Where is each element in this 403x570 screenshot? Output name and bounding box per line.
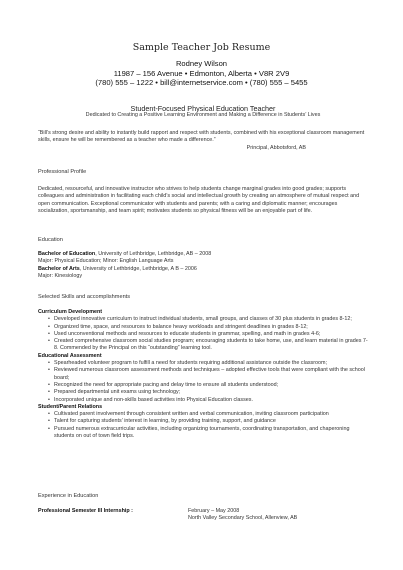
skill-group-title: Curriculum Development xyxy=(38,309,103,315)
list-item: • Talent for capturing students’ interest in learning, by providing training, support, and guidance xyxy=(54,418,368,425)
list-item: • Reviewed numerous classroom assessment methods and techniques – adopted effective tools that were compliant with the school board; xyxy=(54,367,368,382)
phone-email-line: (780) 555 – 1222 • bill@internetservice.com • (780) 555 – 5455 xyxy=(95,78,308,87)
education-line: Major: Physical Education; Minor: English Language Arts xyxy=(38,258,174,265)
list-item: • Developed innovative curriculum to instruct individual students, small groups, and classes of 30 plus students in grades 8-12; xyxy=(54,316,368,323)
experience-entry xyxy=(38,508,368,523)
profile-heading: Professional Profile xyxy=(38,169,87,175)
objective-heading: Student-Focused Physical Education Teacher xyxy=(130,104,276,113)
education-list xyxy=(38,251,368,280)
objective-section xyxy=(38,105,368,120)
education-line: Bachelor of Education, University of Lethbridge, Lethbridge, AB – 2008 xyxy=(38,251,212,257)
testimonial-quote xyxy=(38,130,368,152)
experience-school: North Valley Secondary School, Allenview, AB xyxy=(188,515,298,522)
education-heading: Education xyxy=(38,237,63,243)
skill-bullets xyxy=(38,316,368,352)
list-item: • Used unconventional methods and resources to educate students in grammar, spelling, and math in grades 4-6; xyxy=(54,331,368,338)
address-line: 11987 – 156 Avenue • Edmonton, Alberta • V8R 2V9 xyxy=(113,69,290,78)
objective-subheading: Dedicated to Creating a Positive Learning Environment and Making a Difference in Students’ Lives xyxy=(85,112,321,119)
skill-bullets xyxy=(38,411,368,440)
list-item: • Spearheaded volunteer program to fulfill a need for students requiring additional assistance outside the classroom; xyxy=(54,360,368,367)
education-line: Major: Kinesiology xyxy=(38,272,83,279)
list-item: • Cultivated parent involvement through consistent written and verbal communication, inviting classroom participation xyxy=(54,411,368,418)
experience-heading: Experience in Education xyxy=(38,493,99,499)
candidate-name: Rodney Wilson xyxy=(175,59,228,68)
profile-text: Dedicated, resourceful, and innovative instructor who strives to help students change marginal grades into good grades; supports colleagues and administration in facilitating each child’s social and intellectual growth by creating an atmosphere of mutual respect and open communication. Exceptional communicator with students and parents; with a caring and diplomatic manner; encourages socialization, sportsmanship, and team spirit; motivates students so physical fitness will be an enjoyable part of life. xyxy=(38,186,360,214)
quote-text: “Bill’s strong desire and ability to instantly build rapport and respect with students, combined with his exceptional classroom management skills, ensure he will be remembered as a teacher who made a difference.” xyxy=(38,130,365,144)
quote-source: Principal, Abbotsford, AB xyxy=(246,144,306,151)
skills-list xyxy=(38,309,368,440)
skill-group-title: Educational Assessment xyxy=(38,352,102,359)
skill-group-title: Student/Parent Relations xyxy=(38,403,103,410)
list-item: • Organized time, space, and resources to balance heavy workloads and stringent deadlines in grades 8-12; xyxy=(54,324,368,331)
experience-role: Professional Semester III Internship : xyxy=(38,508,133,514)
list-item: • Created comprehensive classroom social studies program; encouraging students to take home, use, and learn material in grades 7-8. Commended by the Principal on this “outstanding” learning tool. xyxy=(54,338,368,353)
document-title: Sample Teacher Job Resume xyxy=(132,42,271,53)
list-item: • Pursued numerous extracurricular activities, including organizing tournaments, coordinating transportation, and chaperoning students on out of town field trips. xyxy=(54,426,368,441)
education-line: Bachelor of Arts, University of Lethbridge, Lethbridge, A B – 2006 xyxy=(38,265,197,272)
experience-dates: February – May 2008 xyxy=(188,508,240,514)
list-item: • Prepared departmental unit exams using technology; xyxy=(54,389,368,396)
skills-heading: Selected Skills and accomplishments xyxy=(38,294,131,300)
skill-bullets xyxy=(38,360,368,404)
list-item: • Incorporated unique and non-skills based activities into Physical Education classes. xyxy=(54,397,368,404)
list-item: • Recognized the need for appropriate pacing and delay time to ensure all students understood; xyxy=(54,382,368,389)
